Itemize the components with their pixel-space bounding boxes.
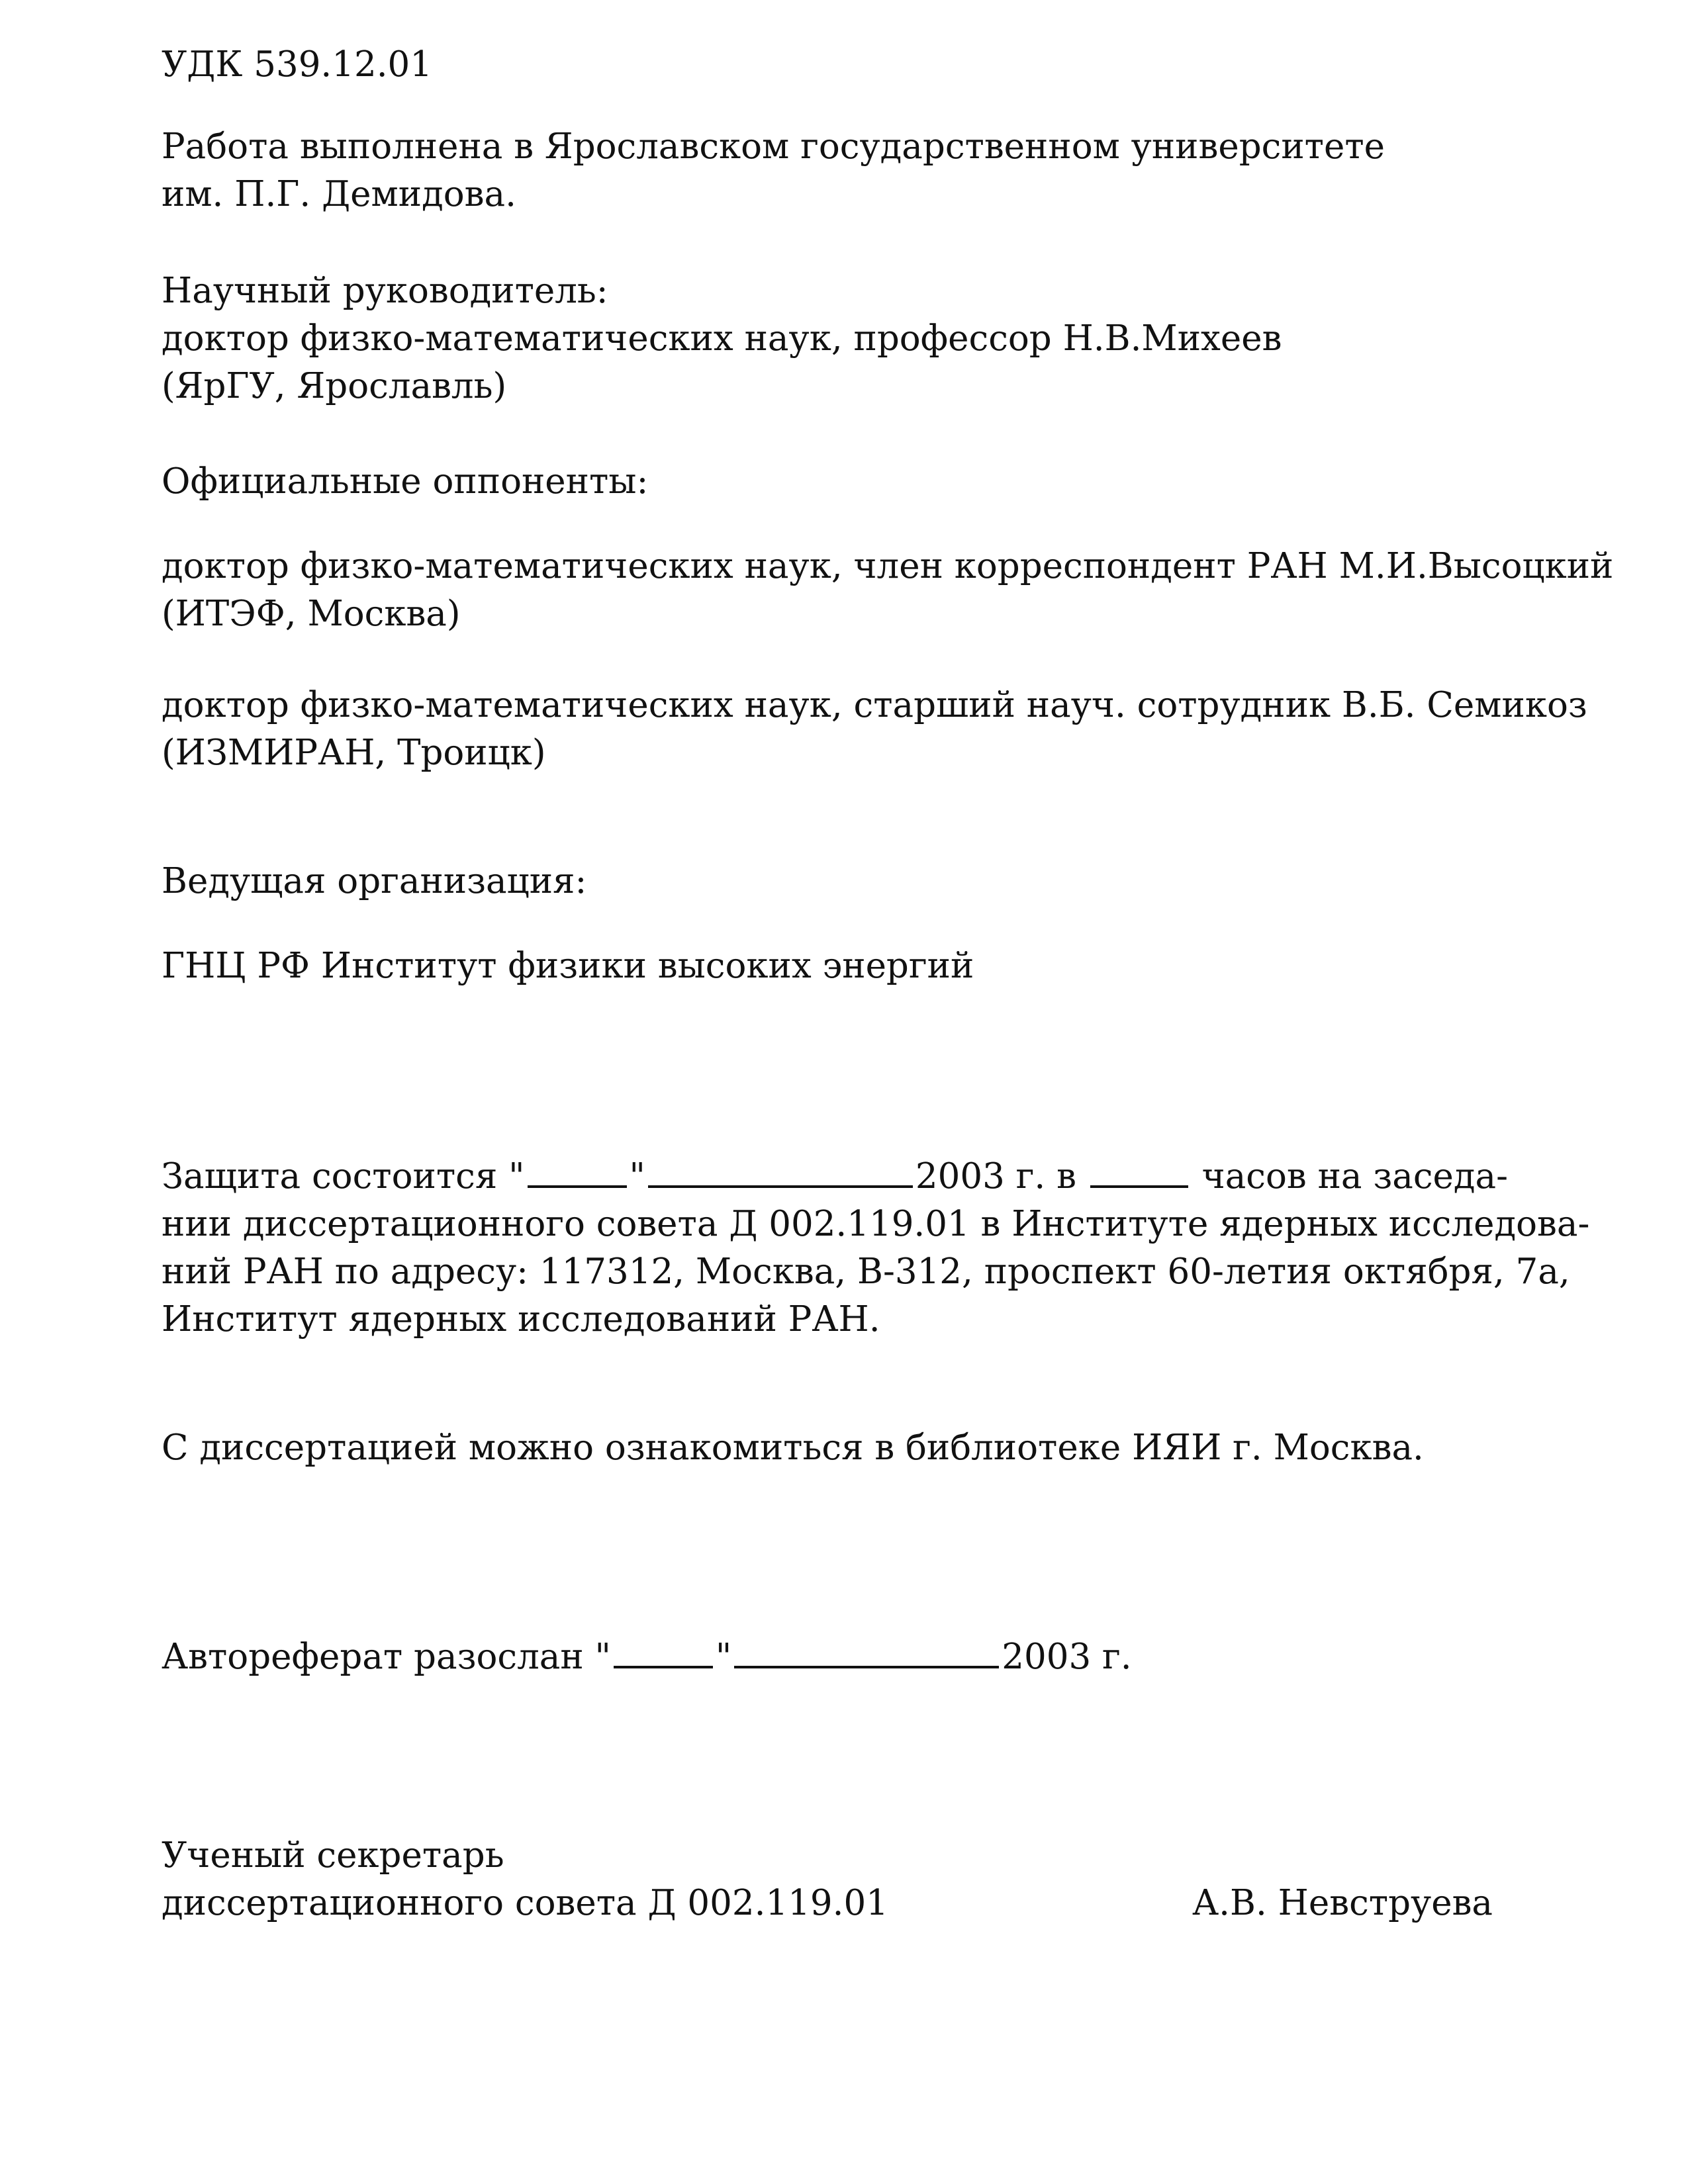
quote-open: ": [508, 1156, 525, 1197]
opponent-1-line-1: доктор физко-математических наук, член корреспондент РАН М.И.Высоцкий: [162, 546, 1614, 586]
mailing-line: [162, 1633, 1132, 1681]
opponent-2-line-2: (ИЗМИРАН, Троицк): [162, 733, 546, 773]
mailing-prefix: Автореферат разослан: [162, 1637, 584, 1677]
secretary-name: А.В. Невструева: [1192, 1883, 1493, 1923]
defense-prefix: Защита состоится: [162, 1156, 498, 1197]
day-blank: [528, 1160, 627, 1188]
supervisor-heading: Научный руководитель:: [162, 271, 608, 311]
institution-line-1: Работа выполнена в Ярославском государственном университете: [162, 126, 1385, 167]
quote-open: ": [594, 1637, 611, 1677]
udk-code: УДК 539.12.01: [162, 44, 432, 85]
supervisor-line-1: доктор физко-математических наук, профессор Н.В.Михеев: [162, 318, 1282, 359]
opponents-heading: Официальные оппоненты:: [162, 461, 649, 502]
hour-blank: [1090, 1160, 1188, 1188]
month-blank: [648, 1160, 913, 1188]
quote-close: ": [629, 1156, 645, 1197]
supervisor-line-2: (ЯрГУ, Ярославль): [162, 366, 507, 406]
defense-year: 2003 г. в: [915, 1156, 1076, 1197]
opponent-2-line-1: доктор физко-математических наук, старший науч. сотрудник В.Б. Семикоз: [162, 685, 1587, 725]
secretary-council: диссертационного совета Д 002.119.01: [162, 1883, 888, 1923]
mailing-month-blank: [734, 1641, 999, 1668]
library-note: С диссертацией можно ознакомиться в библиотеке ИЯИ г. Москва.: [162, 1428, 1424, 1468]
defense-line-3: ний РАН по адресу: 117312, Москва, В-312, проспект 60-летия октября, 7а,: [162, 1251, 1570, 1292]
opponent-1-line-2: (ИТЭФ, Москва): [162, 594, 461, 634]
defense-line-2: нии диссертационного совета Д 002.119.01 в Институте ядерных исследова-: [162, 1204, 1590, 1244]
leading-org-name: ГНЦ РФ Институт физики высоких энергий: [162, 946, 974, 986]
defense-suffix: часов на заседа-: [1201, 1156, 1509, 1197]
quote-close: ": [715, 1637, 732, 1677]
institution-line-2: им. П.Г. Демидова.: [162, 174, 516, 214]
defense-line-1: [162, 1153, 1509, 1201]
mailing-day-blank: [614, 1641, 713, 1668]
secretary-title: Ученый секретарь: [162, 1835, 504, 1876]
leading-org-heading: Ведущая организация:: [162, 861, 587, 901]
defense-line-4: Институт ядерных исследований РАН.: [162, 1299, 880, 1340]
mailing-year: 2003 г.: [1002, 1637, 1132, 1677]
